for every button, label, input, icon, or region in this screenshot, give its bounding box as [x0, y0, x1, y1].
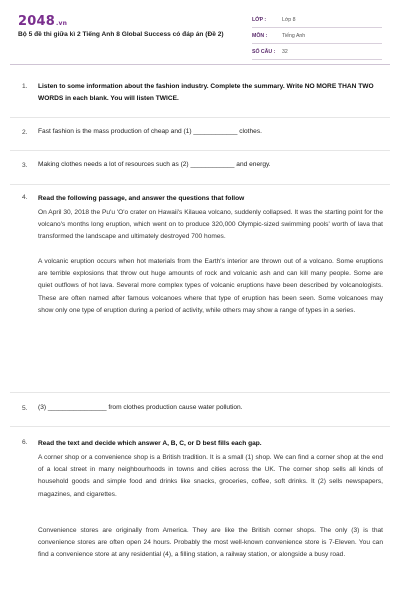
- site-logo[interactable]: [18, 14, 67, 29]
- passage-paragraph: A volcanic eruption occurs when hot materials from the Earth's interior are thrown out of a volcano. Some eruptions are terrible explosions that throw out huge amounts of rock and volcanic ash and can kill many people. Some are quiet outflows of hot lava. Several more complex types of volcanic eruptions have been described by volcanologists. These are often named after famous volcanoes where that type of eruption has been seen. Some volcanoes may show only one type of eruption during a period of activity, while others may show a range of types in a series.: [38, 258, 383, 314]
- question-number: 3.: [22, 162, 28, 169]
- page-header: [0, 0, 400, 70]
- passage-paragraph: On April 30, 2018 the Pu'u 'O'o crater on Hawaii's Kilauea volcano, suddenly collapsed. It was the starting point for the volcano's months long eruption, which went on to produce 320,000 Olympic-sized swimming pools' worth of lava that transformed the landscape and ultimately destroyed 700 homes.: [38, 209, 383, 241]
- question-divider: [10, 184, 390, 185]
- question-4-heading: Read the following passage, and answer the questions that follow: [38, 195, 245, 202]
- meta-panel: [252, 15, 382, 63]
- question-5-text: (3) ________________ from clothes production cause water pollution.: [38, 404, 243, 411]
- question-divider: [10, 392, 390, 393]
- question-1-text: Listen to some information about the fashion industry. Complete the summary. Write NO MORE THAN TWO WORDS in each blank. You will listen TWICE.: [38, 83, 374, 102]
- passage-paragraph: A corner shop or a convenience shop is a British tradition. It is a small (1) shop. We can find a corner shop at the end of a local street in many neighbourhoods in towns and cities across the UK. The corner shop sells all kinds of household goods and simple food and drinks like snacks, groceries, coffee, soft drinks. It (2) sells newspapers, magazines, and cigarettes.: [38, 454, 383, 498]
- meta-key: LỚP :: [252, 17, 267, 23]
- question-6-heading: Read the text and decide which answer A, B, C, or D best fills each gap.: [38, 440, 262, 447]
- document-title: Bộ 5 đề thi giữa kì 2 Tiếng Anh 8 Global Success có đáp án (Đề 2): [18, 31, 224, 38]
- meta-value: 32: [282, 49, 288, 55]
- meta-row-subject: [252, 31, 382, 44]
- meta-key: MÔN :: [252, 33, 268, 39]
- question-divider: [10, 117, 390, 118]
- meta-row-class: [252, 15, 382, 28]
- question-3-text: Making clothes needs a lot of resources such as (2) ____________ and energy.: [38, 161, 271, 168]
- meta-key: SỐ CÂU :: [252, 49, 276, 55]
- question-number: 6.: [22, 439, 28, 446]
- question-number: 2.: [22, 129, 28, 136]
- logo-tld: .vn: [55, 20, 68, 27]
- question-number: 4.: [22, 194, 28, 201]
- question-number: 5.: [22, 405, 28, 412]
- logo-text: 2048: [18, 14, 55, 29]
- meta-value: Tiếng Anh: [282, 33, 306, 39]
- question-divider: [10, 150, 390, 151]
- meta-row-count: [252, 47, 382, 60]
- meta-value: Lớp 8: [282, 17, 296, 23]
- question-divider: [10, 426, 390, 427]
- question-2-text: Fast fashion is the mass production of cheap and (1) ____________ clothes.: [38, 128, 262, 135]
- header-divider: [10, 64, 390, 65]
- question-number: 1.: [22, 83, 28, 90]
- passage-paragraph: Convenience stores are originally from America. They are like the British corner shops. The only (3) is that convenience stores are often open 24 hours. Probably the most well-known convenience store is 7-Eleven. You can find a convenience store at any residential (4), a filling station, a railway station, or alongside a busy road.: [38, 527, 383, 559]
